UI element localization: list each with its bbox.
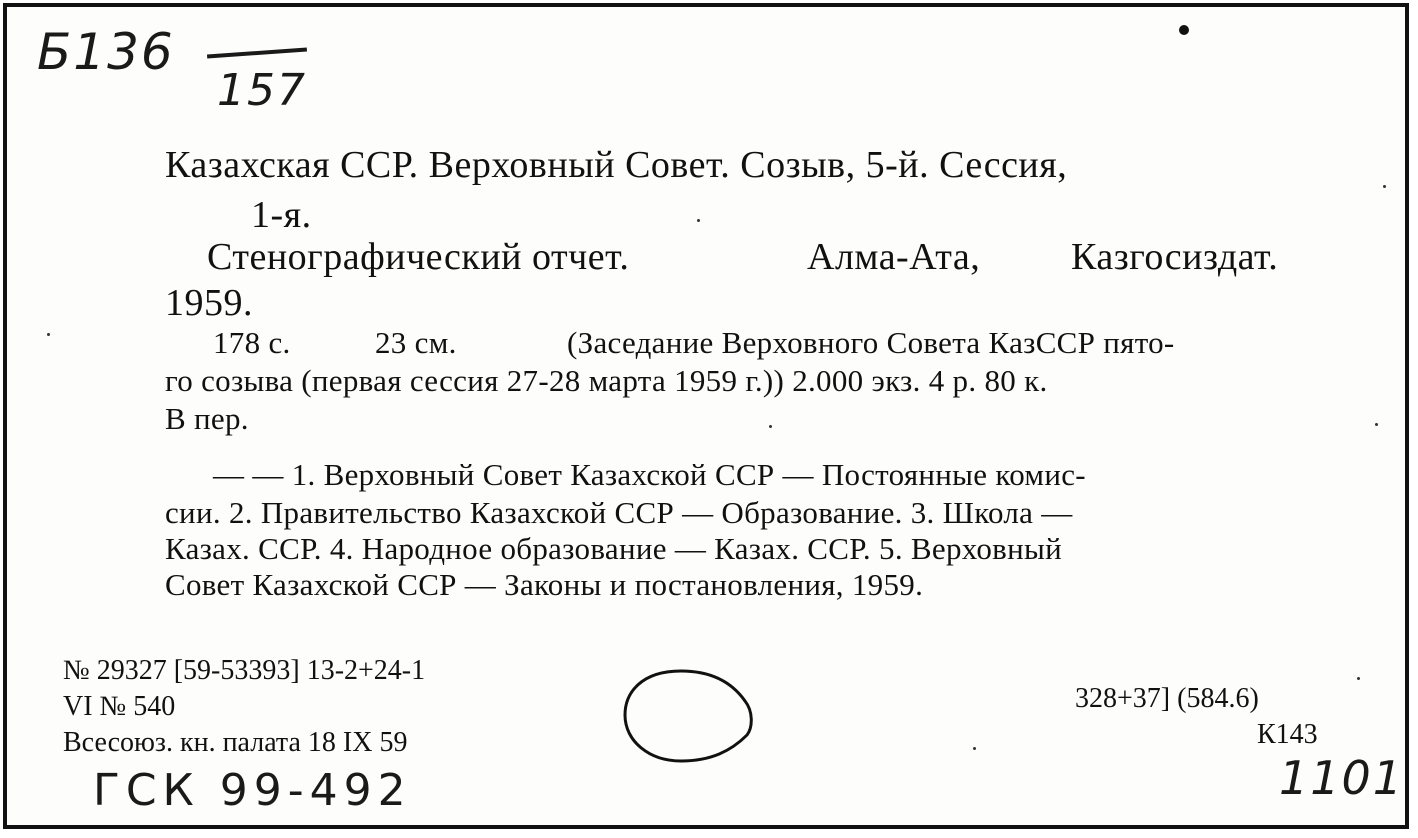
speck (697, 219, 700, 222)
punch-hole-outline (621, 663, 761, 773)
fraction-bar (207, 48, 307, 59)
heading-line-1: Казахская ССР. Верховный Совет. Созыв, 5-й. Сессия, (165, 144, 1068, 186)
size: 23 см. (375, 325, 457, 360)
subjects-line-3: Казах. ССР. 4. Народное образование — Казах. ССР. 5. Верховный (165, 531, 1063, 566)
publication-place: Алма-Ата, (807, 236, 981, 278)
heading-line-2: 1-я. (251, 194, 312, 236)
publication-year: 1959. (165, 282, 253, 324)
subjects-line-4: Совет Казахской ССР — Законы и постановления, 1959. (165, 567, 924, 602)
udc-index: 328+37] (584.6) (1075, 683, 1259, 714)
handwritten-fraction: 157 (217, 65, 307, 116)
handwritten-shelf-mark: Б136 (37, 23, 175, 81)
registration-line-3: Всесоюз. кн. палата 18 IX 59 (63, 727, 408, 758)
note-line-2: го созыва (первая сессия 27-28 марта 1959 г.)) 2.000 экз. 4 р. 80 к. (165, 363, 1048, 398)
binding: В пер. (165, 401, 249, 436)
speck (47, 333, 50, 336)
pages: 178 с. (213, 325, 291, 360)
registration-line-1: № 29327 [59-53393] 13-2+24-1 (63, 655, 426, 686)
handwritten-number: 1101 (1279, 751, 1405, 805)
speck (769, 425, 772, 428)
catalog-card (3, 3, 1409, 829)
speck (973, 747, 976, 750)
author-mark: К143 (1257, 719, 1318, 750)
title-statement: Стенографический отчет. (207, 236, 630, 278)
note-line-1: (Заседание Верховного Совета КазССР пято- (567, 325, 1175, 360)
speck (1383, 185, 1386, 188)
subjects-line-1: — — 1. Верховный Совет Казахской ССР — Постоянные комис- (213, 457, 1086, 492)
speck (1357, 677, 1360, 680)
ink-dot (1179, 25, 1189, 35)
speck (1375, 423, 1378, 426)
handwritten-code: ГСК 99-492 (93, 765, 412, 816)
subjects-line-2: сии. 2. Правительство Казахской ССР — Образование. 3. Школа — (165, 495, 1073, 530)
registration-line-2: VI № 540 (63, 691, 176, 722)
publisher: Казгосиздат. (1071, 236, 1279, 278)
